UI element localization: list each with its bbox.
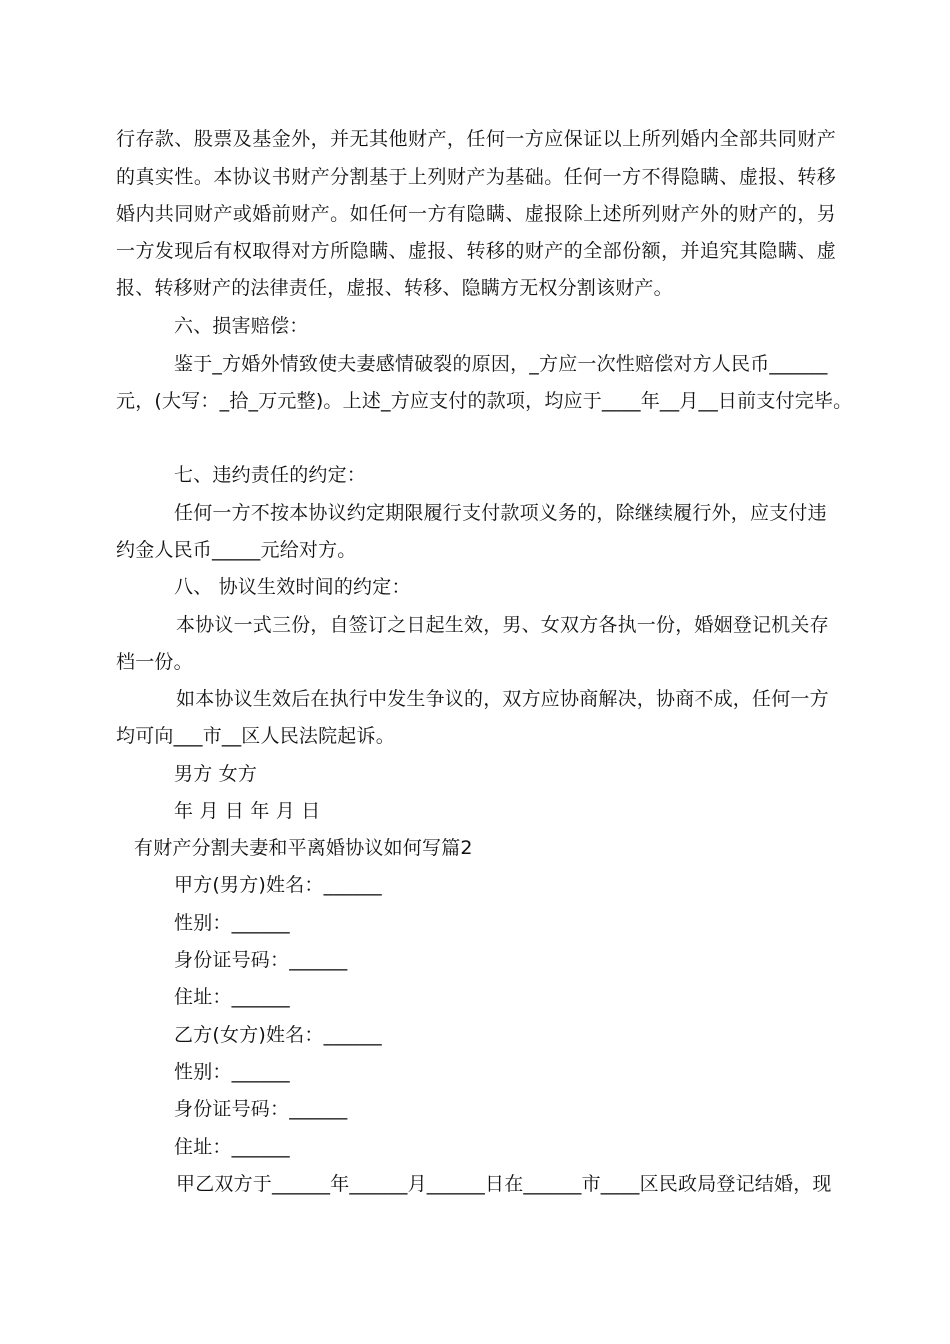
signature-dates: 年 月 日 年 月 日: [174, 800, 321, 822]
paragraph-line: 任何一方不按本协议约定期限履行支付款项义务的，除继续履行外，应支付违: [174, 502, 827, 524]
paragraph-line: 本协议一式三份，自签订之日起生效，男、女双方各执一份，婚姻登记机关存: [176, 614, 829, 636]
field-wife-name: 乙方(女方)姓名：______: [174, 1024, 382, 1046]
section-heading-effective: 八、 协议生效时间的约定：: [174, 576, 411, 598]
field-wife-gender: 性别：______: [174, 1061, 290, 1083]
paragraph-line: 如本协议生效后在执行中发生争议的，双方应协商解决，协商不成，任何一方: [176, 688, 829, 710]
paragraph-line: 行存款、股票及基金外，并无其他财产，任何一方应保证以上所列婚内全部共同财产: [116, 128, 836, 150]
section-heading-breach: 七、违约责任的约定：: [174, 464, 367, 486]
field-wife-address: 住址：______: [174, 1136, 290, 1158]
paragraph-line: 约金人民币_____元给对方。: [116, 539, 357, 561]
field-wife-id: 身份证号码：______: [174, 1098, 348, 1120]
field-husband-id: 身份证号码：______: [174, 949, 348, 971]
field-husband-name: 甲方(男方)姓名：______: [174, 874, 382, 896]
field-husband-gender: 性别：______: [174, 912, 290, 934]
paragraph-line: 档一份。: [116, 651, 193, 673]
paragraph-line: 均可向___市__区人民法院起诉。: [116, 725, 395, 747]
paragraph-line: 报、转移财产的法律责任，虚报、转移、隐瞒方无权分割该财产。: [116, 277, 673, 299]
field-husband-address: 住址：______: [174, 986, 290, 1008]
signature-parties: 男方 女方: [174, 763, 258, 785]
section-heading-damages: 六、损害赔偿：: [174, 315, 309, 337]
paragraph-line: 鉴于_方婚外情致使夫妻感情破裂的原因，_方应一次性赔偿对方人民币______: [174, 353, 828, 375]
paragraph-line: 婚内共同财产或婚前财产。如任何一方有隐瞒、虚报除上述所列财产外的财产的，另: [116, 203, 836, 225]
paragraph-line: 的真实性。本协议书财产分割基于上列财产为基础。任何一方不得隐瞒、虚报、转移: [116, 166, 836, 188]
paragraph-line: 一方发现后有权取得对方所隐瞒、虚报、转移的财产的全部份额，并追究其隐瞒、虚: [116, 240, 836, 262]
article-title: 有财产分割夫妻和平离婚协议如何写篇2: [134, 837, 473, 859]
paragraph-line: 甲乙双方于______年______月______日在______市____区民政局登记结婚，现: [176, 1173, 832, 1195]
paragraph-line: 元，(大写：_拾_万元整)。上述_方应支付的款项，均应于____年__月__日前支付完毕。: [116, 390, 853, 412]
